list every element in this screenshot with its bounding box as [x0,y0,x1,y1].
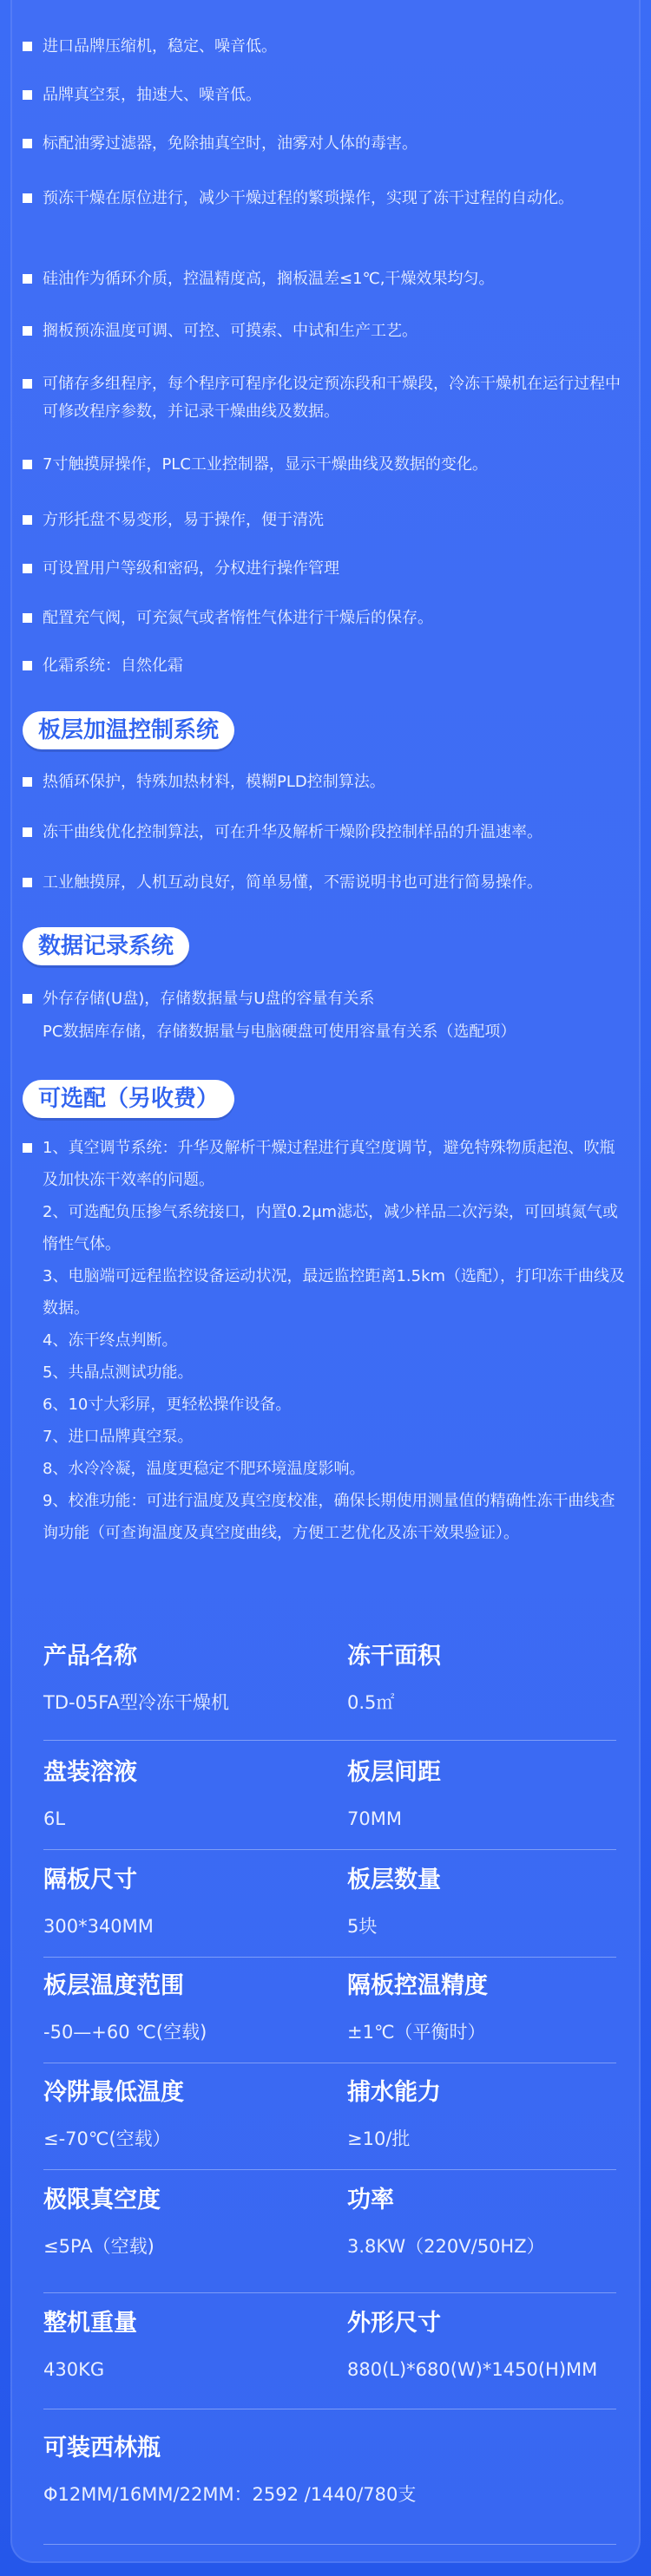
optional-item: 3、电脑端可远程监控设备运动状况，最远监控距离1.5km（选配），打印冻干曲线及数据。 [43,1267,626,1317]
bullet-square-icon [23,274,32,284]
spec-cell [43,2431,416,2509]
bullet-square-icon [23,878,32,887]
optional-item: 9、校准功能：可进行温度及真空度校准，确保长期使用测量值的精确性冻干曲线查询功能（可查询温度及真空度曲线，方便工艺优化及冻干效果验证）。 [43,1492,615,1542]
feature-item: 7寸触摸屏操作，PLC工业控制器，显示干燥曲线及数据的变化。 [23,451,630,479]
spec-value: ≤-70℃(空载） [43,2128,171,2149]
spec-label: 可装西林瓶 [43,2435,161,2462]
spec-label: 板层数量 [347,1867,441,1893]
optional-item: 1、真空调节系统：升华及解析干燥过程进行真空度调节，避免特殊物质起泡、吹瓶及加快冻干效率的问题。 [23,1132,630,1196]
spec-cell [43,1863,154,1941]
spec-cell [43,2076,184,2154]
bullet-square-icon [23,994,32,1004]
spec-row [43,1639,616,1741]
spec-value: 430KG [43,2359,105,2380]
spec-label: 产品名称 [43,1643,137,1670]
spec-label: 隔板控温精度 [347,1972,488,1999]
bullet-square-icon [23,42,32,51]
spec-cell [43,1969,207,2047]
feature-item: 搁板预冻温度可调、可控、可摸索、中试和生产工艺。 [23,317,630,345]
spec-cell [43,1755,137,1834]
bullet-square-icon [23,379,32,389]
spec-value: 6L [43,1808,66,1829]
bullet-square-icon [23,460,32,469]
spec-value: 5块 [347,1916,378,1937]
spec-label: 外形尺寸 [347,2310,441,2337]
feature-item: 化霜系统：自然化霜 [23,652,630,680]
spec-value: -50—+60 ℃(空载) [43,2022,207,2043]
bullet-square-icon [23,1143,32,1153]
record-item: 外存存储(U盘)，存储数据量与U盘的容量有关系 [23,985,630,1013]
spec-row [43,1863,616,1958]
spec-cell [347,2183,545,2261]
feature-item: 标配油雾过滤器，免除抽真空时，油雾对人体的毒害。 [23,130,630,158]
bullet-square-icon [23,515,32,525]
feature-item: 预冻干燥在原位进行，减少干燥过程的繁琐操作，实现了冻干过程的自动化。 [23,185,630,212]
feature-item: 硅油作为循环介质，控温精度高，搁板温差≤1℃,干燥效果均匀。 [23,265,630,293]
spec-row [43,2076,616,2170]
section-title-record: 数据记录系统 [23,927,189,965]
bullet-square-icon [23,139,32,148]
spec-cell [347,1969,488,2047]
spec-label: 板层间距 [347,1759,441,1786]
bullet-square-icon [23,827,32,837]
optional-item: 4、冻干终点判断。 [43,1331,178,1350]
bullet-square-icon [23,326,32,336]
spec-value: TD-05FA型冷冻干燥机 [43,1692,229,1713]
feature-item: 品牌真空泵，抽速大、噪音低。 [23,82,630,109]
optional-item: 8、水冷冷凝，温度更稳定不肥环境温度影响。 [43,1460,365,1478]
spec-row [43,2431,616,2545]
heating-item: 热循环保护，特殊加热材料，模糊PLD控制算法。 [23,768,630,796]
section-title-heating: 板层加温控制系统 [23,711,234,749]
bullet-square-icon [23,661,32,670]
feature-item: 方形托盘不易变形，易于操作，便于清洗 [23,507,630,534]
spec-value: 70MM [347,1808,402,1829]
feature-item: 可储存多组程序，每个程序可程序化设定预冻段和干燥段，冷冻干燥机在运行过程中可修改程序参数，并记录干燥曲线及数据。 [23,370,630,426]
spec-value: 0.5㎡ [347,1692,395,1713]
record-item-secondary: PC数据库存储，存储数据量与电脑硬盘可使用容量有关系（选配项） [43,1023,516,1041]
spec-value: 3.8KW（220V/50HZ） [347,2236,545,2257]
spec-label: 冷阱最低温度 [43,2079,184,2106]
spec-label: 极限真空度 [43,2187,161,2213]
spec-row [43,2306,616,2409]
optional-item: 5、共晶点测试功能。 [43,1363,194,1382]
spec-value: ±1℃（平衡时） [347,2022,486,2043]
feature-item: 配置充气阀，可充氮气或者惰性气体进行干燥后的保存。 [23,605,630,632]
spec-label: 盘装溶液 [43,1759,137,1786]
feature-item: 进口品牌压缩机，稳定、噪音低。 [23,33,630,61]
spec-cell [347,1755,441,1834]
optional-item: 2、可选配负压掺气系统接口，内置0.2μm滤芯，减少样品二次污染，可回填氮气或惰性气体。 [43,1203,619,1253]
bullet-square-icon [23,193,32,203]
spec-value: 300*340MM [43,1916,154,1937]
bullet-square-icon [23,777,32,787]
spec-value: ≥10/批 [347,2128,411,2149]
spec-cell [347,2076,441,2154]
heating-item: 工业触摸屏，人机互动良好，简单易懂，不需说明书也可进行简易操作。 [23,869,630,897]
bullet-square-icon [23,564,32,573]
spec-value: Φ12MM/16MM/22MM：2592 /1440/780支 [43,2484,417,2505]
optional-list [23,1132,630,1549]
spec-cell [43,2183,161,2261]
optional-item: 7、进口品牌真空泵。 [43,1428,194,1446]
bullet-square-icon [23,613,32,623]
feature-item: 可设置用户等级和密码，分权进行操作管理 [23,555,630,583]
spec-label: 捕水能力 [347,2079,441,2106]
spec-cell [43,2306,137,2384]
spec-cell [43,1639,229,1717]
spec-value: 880(L)*680(W)*1450(H)MM [347,2359,598,2380]
spec-row [43,2183,616,2293]
spec-label: 隔板尺寸 [43,1867,137,1893]
section-title-optional: 可选配（另收费） [23,1080,234,1118]
spec-label: 板层温度范围 [43,1972,184,1999]
heating-item: 冻干曲线优化控制算法，可在升华及解析干燥阶段控制样品的升温速率。 [23,819,630,847]
spec-label: 整机重量 [43,2310,137,2337]
spec-row [43,1969,616,2063]
bullet-square-icon [23,90,32,100]
spec-row [43,1755,616,1850]
spec-value: ≤5PA（空载) [43,2236,155,2257]
optional-item: 6、10寸大彩屏，更轻松操作设备。 [43,1396,292,1414]
spec-cell [347,2306,597,2384]
spec-label: 冻干面积 [347,1643,441,1670]
spec-cell [347,1863,441,1941]
spec-cell [347,1639,441,1717]
spec-label: 功率 [347,2187,394,2213]
